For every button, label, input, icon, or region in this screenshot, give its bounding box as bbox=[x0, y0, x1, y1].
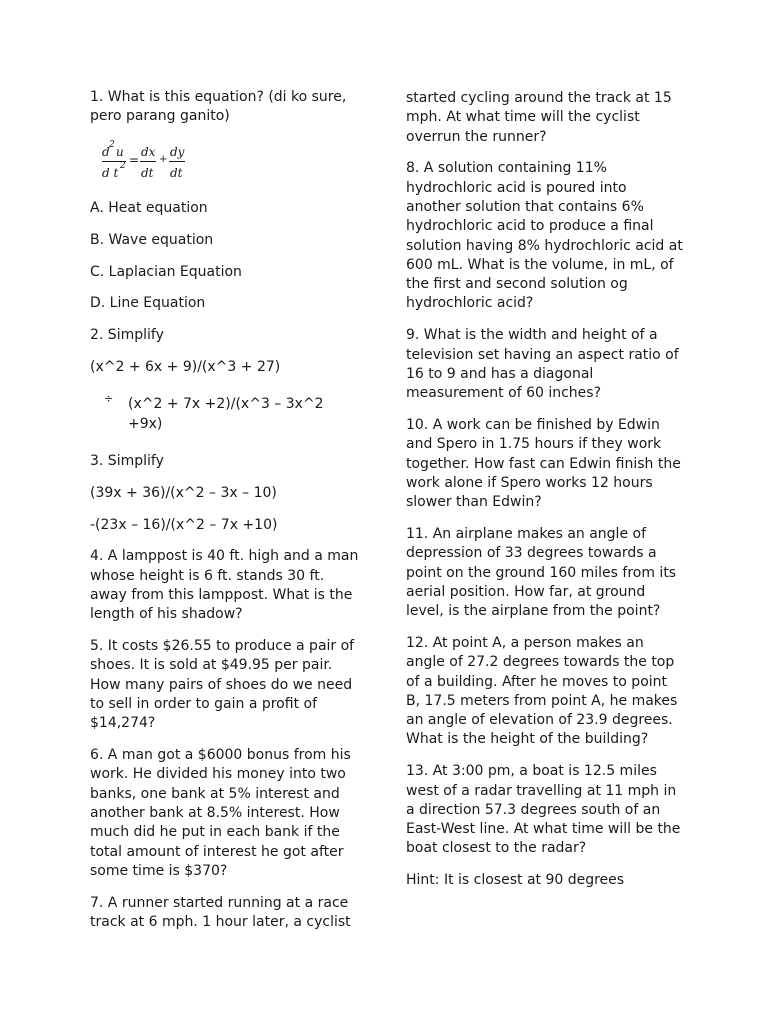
eq-equals: = bbox=[129, 153, 140, 168]
eq-dy: dy bbox=[170, 145, 185, 160]
question-9: 9. What is the width and height of a television set having an aspect ratio of 16 to 9 and has a diagonal measurement of 60 inches? bbox=[406, 327, 679, 402]
eq-dt: d t bbox=[102, 166, 119, 181]
hint: Hint: It is closest at 90 degrees bbox=[406, 872, 625, 889]
question-10: 10. A work can be finished by Edwin and Spero in 1.75 hours if they work together. How fast can Edwin finish the work alone if Spero works 12 hours slower than Edwin? bbox=[406, 416, 681, 511]
question-7-part-2: started cycling around the track at 15 mph. At what time will the cyclist overrun the runner? bbox=[406, 90, 672, 145]
choice-a: A. Heat equation bbox=[90, 200, 208, 217]
eq-plus: + bbox=[159, 154, 168, 166]
choice-c: C. Laplacian Equation bbox=[90, 263, 242, 280]
eq-dt-3: dt bbox=[170, 166, 183, 181]
eq-dx: dx bbox=[141, 145, 156, 160]
question-3: 3. Simplify bbox=[90, 452, 164, 469]
q2-line-2 bbox=[90, 392, 362, 434]
question-11: 11. An airplane makes an angle of depression of 33 degrees towards a point on the ground 160 miles from its aerial position. How far, at ground level, is the airplane from the point? bbox=[406, 525, 677, 620]
eq-u: u bbox=[116, 145, 124, 160]
question-2: 2. Simplify bbox=[90, 327, 164, 344]
eq-d: d bbox=[102, 145, 110, 160]
eq-sup-2b: 2 bbox=[120, 161, 126, 172]
eq-dt-2: dt bbox=[141, 166, 154, 181]
question-12: 12. At point A, a person makes an angle of 27.2 degrees towards the top of a building. After he moves to point B, 17.5 meters from point A, he makes an angle of elevation of 23.9 degrees. What is the height of the building? bbox=[406, 634, 678, 748]
question-4: 4. A lamppost is 40 ft. high and a man whose height is 6 ft. stands 30 ft. away from this lamppost. What is the length of his shadow? bbox=[90, 548, 359, 623]
q3-line-1: (39x + 36)/(x^2 – 3x – 10) bbox=[90, 484, 277, 501]
q3-line-2: -(23x – 16)/(x^2 – 7x +10) bbox=[90, 516, 278, 533]
question-7-part-1: 7. A runner started running at a race track at 6 mph. 1 hour later, a cyclist bbox=[90, 894, 351, 930]
q2-line-2-text: (x^2 + 7x +2)/(x^3 – 3x^2 +9x) bbox=[128, 396, 324, 432]
question-6: 6. A man got a $6000 bonus from his work. He divided his money into two banks, one bank at 5% interest and another bank at 8.5% interest. How much did he put in each bank if the total amount of interest he got after some time is $370? bbox=[90, 747, 351, 879]
eq-fraction-bar-2 bbox=[140, 161, 156, 162]
right-column bbox=[406, 89, 684, 903]
q2-line-1: (x^2 + 6x + 9)/(x^3 + 27) bbox=[90, 359, 281, 376]
question-5: 5. It costs $26.55 to produce a pair of shoes. It is sold at $49.95 per pair. How many pairs of shoes do we need to sell in order to gain a profit of $14,274? bbox=[90, 638, 355, 732]
choice-d: D. Line Equation bbox=[90, 295, 206, 312]
eq-sup-2: 2 bbox=[109, 140, 115, 151]
eq-fraction-bar-3 bbox=[169, 161, 185, 162]
left-column bbox=[90, 88, 362, 945]
question-13: 13. At 3:00 pm, a boat is 12.5 miles west of a radar travelling at 11 mph in a direction 57.3 degrees south of an East-West line. At what time will be the boat closest to the radar? bbox=[406, 763, 681, 857]
question-8: 8. A solution containing 11% hydrochloric acid is poured into another solution that contains 6% hydrochloric acid to produce a final solution having 8% hydrochloric acid at 600 mL. What is the volume, in mL, of the first and second solution og hydrochloric acid? bbox=[406, 160, 683, 312]
divide-symbol: ÷ bbox=[104, 392, 114, 406]
equation bbox=[90, 139, 362, 187]
question-1: 1. What is this equation? (di ko sure, pero parang ganito) bbox=[90, 89, 347, 125]
choice-b: B. Wave equation bbox=[90, 231, 214, 248]
